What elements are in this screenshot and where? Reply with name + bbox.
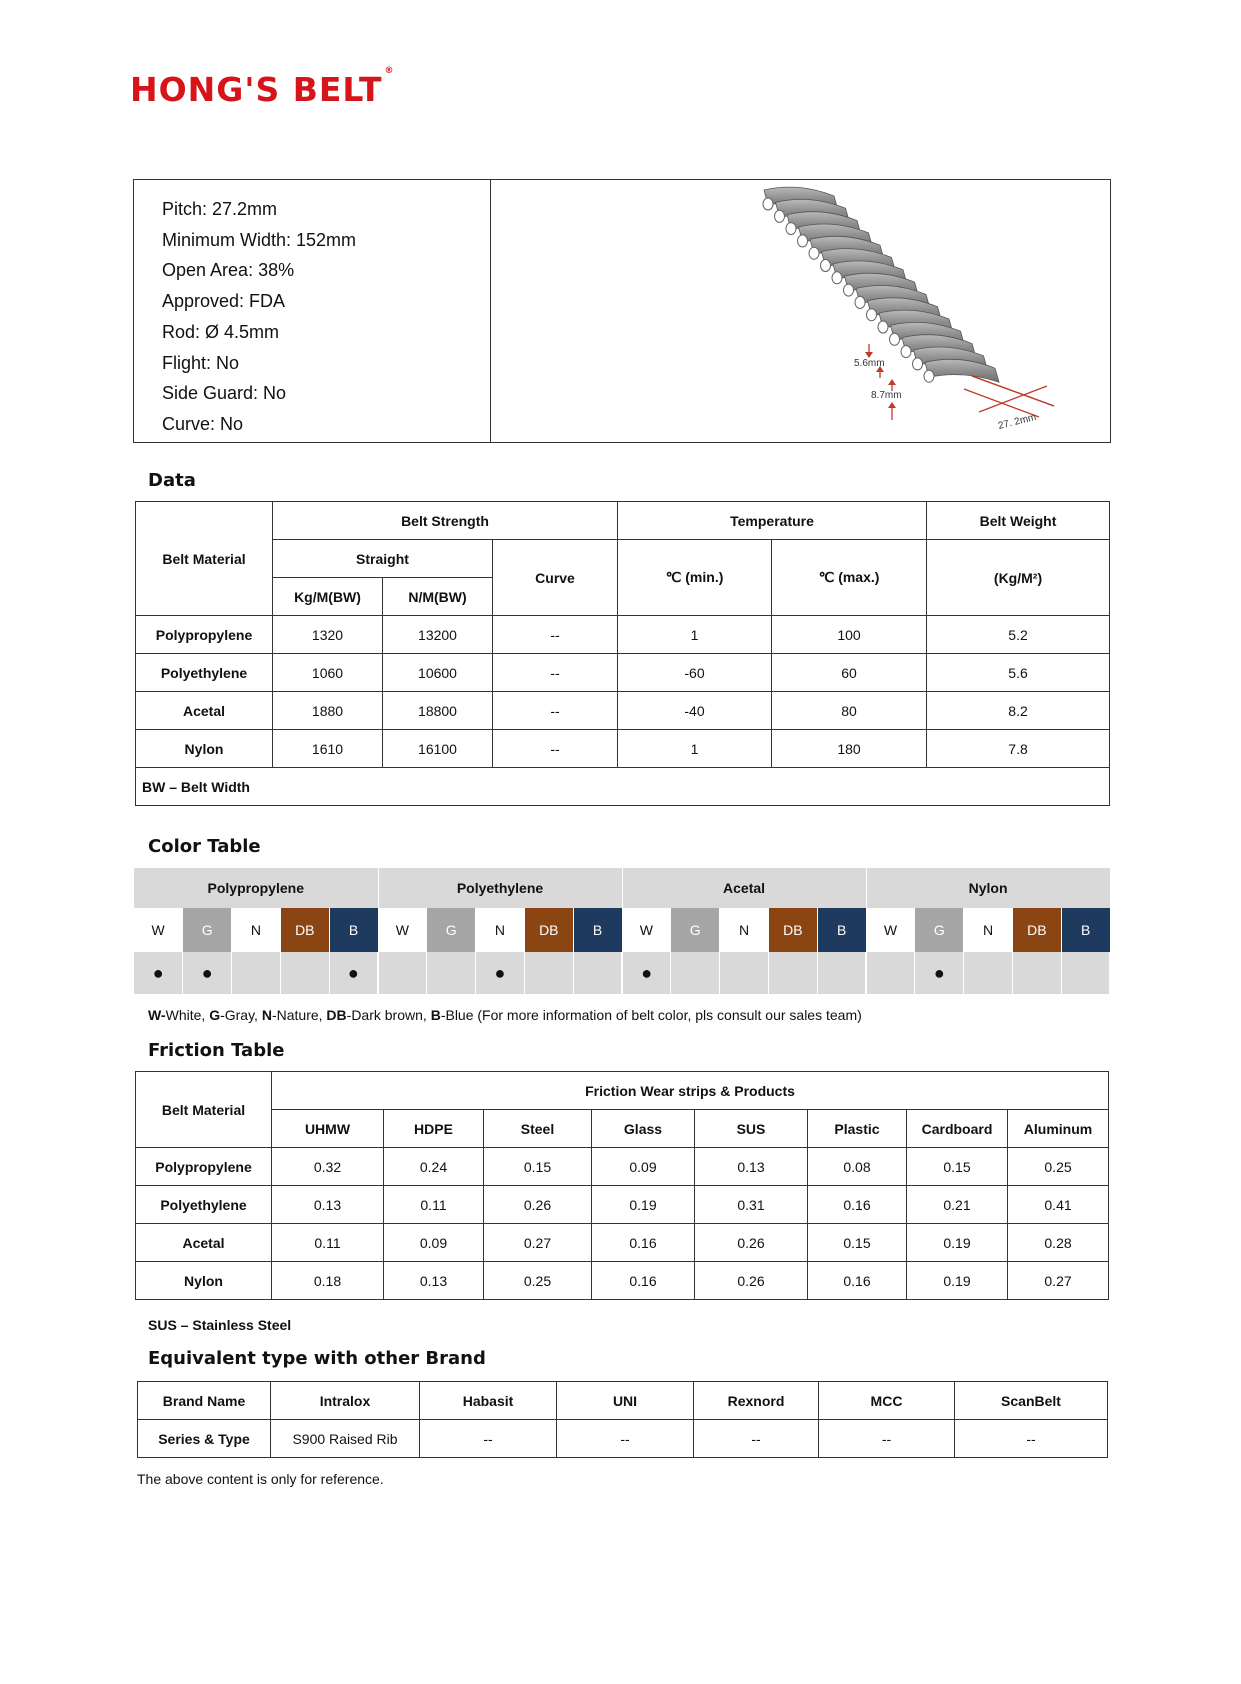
color-code-cell: B bbox=[329, 908, 378, 952]
friction-column-header: HDPE bbox=[384, 1110, 484, 1148]
dim-label-thickness: 8.7mm bbox=[871, 390, 902, 401]
spec-open-area: Open Area: 38% bbox=[162, 260, 295, 281]
data-header-belt-material: Belt Material bbox=[136, 502, 273, 616]
belt-rod-hole bbox=[809, 247, 819, 259]
friction-cell: 0.32 bbox=[272, 1148, 384, 1186]
data-cell: 18800 bbox=[383, 692, 493, 730]
color-code-cell: N bbox=[476, 908, 525, 952]
availability-empty bbox=[866, 952, 915, 994]
data-header-belt-weight: Belt Weight bbox=[927, 502, 1110, 540]
data-row bbox=[136, 616, 1110, 654]
data-cell: 80 bbox=[772, 692, 927, 730]
data-cell: 180 bbox=[772, 730, 927, 768]
friction-column-header: Glass bbox=[592, 1110, 695, 1148]
data-cell: 16100 bbox=[383, 730, 493, 768]
availability-empty bbox=[671, 952, 720, 994]
data-header-temp-max: ℃ (max.) bbox=[772, 540, 927, 616]
friction-cell: 0.19 bbox=[907, 1224, 1008, 1262]
equivalent-type-cell: S900 Raised Rib bbox=[271, 1420, 420, 1458]
friction-cell: 0.27 bbox=[1008, 1262, 1109, 1300]
legend-g-code: G bbox=[209, 1007, 221, 1023]
friction-note: SUS – Stainless Steel bbox=[148, 1317, 292, 1333]
friction-cell: 0.08 bbox=[808, 1148, 907, 1186]
spec-pitch: Pitch: 27.2mm bbox=[162, 199, 278, 219]
data-cell: -60 bbox=[618, 654, 772, 692]
data-cell: 60 bbox=[772, 654, 927, 692]
availability-empty bbox=[964, 952, 1013, 994]
friction-cell: 0.13 bbox=[695, 1148, 808, 1186]
spec-side-guard: Side Guard: No bbox=[162, 383, 287, 404]
belt-rod-hole bbox=[890, 333, 900, 345]
availability-empty bbox=[817, 952, 866, 994]
friction-cell: 0.26 bbox=[484, 1186, 592, 1224]
friction-cell: 0.26 bbox=[695, 1224, 808, 1262]
availability-empty bbox=[1012, 952, 1061, 994]
data-cell-material: Polypropylene bbox=[136, 616, 273, 654]
friction-table bbox=[135, 1071, 1109, 1300]
data-cell: 1880 bbox=[273, 692, 383, 730]
belt-image bbox=[634, 184, 1074, 439]
data-header-curve: Curve bbox=[493, 540, 618, 616]
belt-rod-hole bbox=[924, 370, 934, 382]
data-header-belt-strength: Belt Strength bbox=[273, 502, 618, 540]
data-header-straight: Straight bbox=[273, 540, 493, 578]
data-header-weight-unit: (Kg/M²) bbox=[927, 540, 1110, 616]
data-cell: 1320 bbox=[273, 616, 383, 654]
color-code-cell: G bbox=[427, 908, 476, 952]
friction-cell: 0.09 bbox=[592, 1148, 695, 1186]
friction-cell: 0.13 bbox=[272, 1186, 384, 1224]
friction-cell: 0.28 bbox=[1008, 1224, 1109, 1262]
friction-cell: 0.41 bbox=[1008, 1186, 1109, 1224]
friction-column-header: Steel bbox=[484, 1110, 592, 1148]
friction-cell: 0.16 bbox=[592, 1224, 695, 1262]
color-code-cell: N bbox=[964, 908, 1013, 952]
equivalent-type-cell: -- bbox=[955, 1420, 1108, 1458]
data-cell: 13200 bbox=[383, 616, 493, 654]
color-code-cell: G bbox=[183, 908, 232, 952]
dim-label-pitch: 27. 2mm bbox=[997, 411, 1038, 432]
data-cell: -- bbox=[493, 730, 618, 768]
friction-cell-material: Polyethylene bbox=[136, 1186, 272, 1224]
equivalent-section-title: Equivalent type with other Brand bbox=[148, 1348, 486, 1369]
data-cell: 5.2 bbox=[927, 616, 1110, 654]
friction-row bbox=[136, 1262, 1109, 1300]
friction-cell-material: Nylon bbox=[136, 1262, 272, 1300]
color-code-cell: DB bbox=[1012, 908, 1061, 952]
brand-logo bbox=[130, 66, 395, 109]
availability-empty bbox=[232, 952, 281, 994]
data-cell: 8.2 bbox=[927, 692, 1110, 730]
friction-column-header: Cardboard bbox=[907, 1110, 1008, 1148]
friction-cell-material: Polypropylene bbox=[136, 1148, 272, 1186]
spec-rod: Rod: Ø 4.5mm bbox=[162, 321, 280, 342]
belt-rod-hole bbox=[878, 321, 888, 333]
data-cell: 1 bbox=[618, 616, 772, 654]
equivalent-brand-cell: Intralox bbox=[271, 1382, 420, 1420]
friction-row bbox=[136, 1224, 1109, 1262]
friction-row bbox=[136, 1186, 1109, 1224]
availability-dot: ● bbox=[134, 952, 183, 994]
brand-logo-text: HONG'S BELT bbox=[130, 70, 383, 109]
belt-rod-hole bbox=[844, 284, 854, 296]
legend-g-text: -Gray, bbox=[220, 1007, 262, 1023]
legend-b-text: -Blue (For more information of belt color, pls consult our sales team) bbox=[440, 1007, 862, 1023]
availability-empty bbox=[720, 952, 769, 994]
belt-module bbox=[925, 359, 999, 382]
friction-cell-material: Acetal bbox=[136, 1224, 272, 1262]
legend-n-code: N bbox=[261, 1007, 272, 1023]
data-cell: -40 bbox=[618, 692, 772, 730]
equivalent-brand-cell: ScanBelt bbox=[955, 1382, 1108, 1420]
friction-column-headers bbox=[136, 1110, 1109, 1148]
availability-dot: ● bbox=[183, 952, 232, 994]
belt-rod-hole bbox=[775, 210, 785, 222]
availability-empty bbox=[768, 952, 817, 994]
color-code-cell: DB bbox=[768, 908, 817, 952]
equivalent-brand-cell: MCC bbox=[819, 1382, 955, 1420]
spec-curve: Curve: No bbox=[162, 413, 244, 434]
friction-cell: 0.11 bbox=[272, 1224, 384, 1262]
friction-row bbox=[136, 1148, 1109, 1186]
friction-cell: 0.24 bbox=[384, 1148, 484, 1186]
spec-approved: Approved: FDA bbox=[162, 291, 286, 312]
color-code-cell: W bbox=[622, 908, 671, 952]
belt-rod-hole bbox=[798, 235, 808, 247]
color-code-cell: B bbox=[573, 908, 622, 952]
data-header-temperature: Temperature bbox=[618, 502, 927, 540]
color-code-cell: N bbox=[232, 908, 281, 952]
friction-cell: 0.26 bbox=[695, 1262, 808, 1300]
equivalent-type-cell: -- bbox=[694, 1420, 819, 1458]
friction-column-header: UHMW bbox=[272, 1110, 384, 1148]
friction-cell: 0.25 bbox=[1008, 1148, 1109, 1186]
equivalent-brand-row bbox=[138, 1382, 1108, 1420]
data-cell: -- bbox=[493, 616, 618, 654]
friction-column-header: Aluminum bbox=[1008, 1110, 1109, 1148]
data-section-title: Data bbox=[148, 470, 196, 491]
equivalent-type-cell: -- bbox=[420, 1420, 557, 1458]
friction-cell: 0.11 bbox=[384, 1186, 484, 1224]
color-code-row bbox=[134, 908, 1110, 952]
belt-modules bbox=[763, 187, 999, 382]
data-cell: -- bbox=[493, 692, 618, 730]
data-cell-material: Acetal bbox=[136, 692, 273, 730]
data-cell: 1 bbox=[618, 730, 772, 768]
friction-header-group: Friction Wear strips & Products bbox=[272, 1072, 1109, 1110]
color-code-cell: W bbox=[134, 908, 183, 952]
footer-note: The above content is only for reference. bbox=[137, 1471, 384, 1487]
friction-cell: 0.19 bbox=[592, 1186, 695, 1224]
color-code-cell: W bbox=[866, 908, 915, 952]
color-code-cell: N bbox=[720, 908, 769, 952]
friction-section-title: Friction Table bbox=[148, 1040, 285, 1061]
equivalent-type-cell: -- bbox=[557, 1420, 694, 1458]
availability-empty bbox=[280, 952, 329, 994]
color-code-cell: G bbox=[671, 908, 720, 952]
color-availability-row bbox=[134, 952, 1110, 994]
legend-w-code: W- bbox=[148, 1007, 166, 1023]
belt-rod-hole bbox=[786, 223, 796, 235]
data-row bbox=[136, 692, 1110, 730]
data-header-kgm: Kg/M(BW) bbox=[273, 578, 383, 616]
friction-cell: 0.15 bbox=[808, 1224, 907, 1262]
belt-rod-hole bbox=[855, 296, 865, 308]
belt-rod-hole bbox=[832, 272, 842, 284]
spec-box bbox=[133, 179, 1111, 443]
equivalent-brand-cell: Brand Name bbox=[138, 1382, 271, 1420]
equivalent-type-cell: -- bbox=[819, 1420, 955, 1458]
friction-cell: 0.13 bbox=[384, 1262, 484, 1300]
color-table bbox=[134, 868, 1111, 994]
data-table bbox=[135, 501, 1110, 806]
color-code-cell: DB bbox=[280, 908, 329, 952]
availability-empty bbox=[378, 952, 427, 994]
data-cell: -- bbox=[493, 654, 618, 692]
belt-rod-hole bbox=[867, 309, 877, 321]
friction-cell: 0.16 bbox=[808, 1186, 907, 1224]
color-section-title: Color Table bbox=[148, 836, 261, 857]
availability-empty bbox=[573, 952, 622, 994]
color-legend bbox=[148, 1007, 862, 1023]
availability-empty bbox=[524, 952, 573, 994]
color-material-header: Nylon bbox=[866, 868, 1110, 908]
spec-min-width: Minimum Width: 152mm bbox=[162, 229, 357, 250]
friction-cell: 0.16 bbox=[808, 1262, 907, 1300]
friction-cell: 0.18 bbox=[272, 1262, 384, 1300]
friction-cell: 0.15 bbox=[907, 1148, 1008, 1186]
color-code-cell: B bbox=[1061, 908, 1110, 952]
data-cell: 100 bbox=[772, 616, 927, 654]
data-cell: 7.8 bbox=[927, 730, 1110, 768]
equivalent-brand-cell: UNI bbox=[557, 1382, 694, 1420]
color-code-cell: B bbox=[817, 908, 866, 952]
belt-rod-hole bbox=[763, 198, 773, 210]
availability-empty bbox=[1061, 952, 1110, 994]
equivalent-type-row bbox=[138, 1420, 1108, 1458]
friction-cell: 0.15 bbox=[484, 1148, 592, 1186]
friction-column-header: SUS bbox=[695, 1110, 808, 1148]
friction-cell: 0.09 bbox=[384, 1224, 484, 1262]
data-cell: 1060 bbox=[273, 654, 383, 692]
friction-header-belt-material: Belt Material bbox=[136, 1072, 272, 1148]
color-code-cell: W bbox=[378, 908, 427, 952]
data-cell: 1610 bbox=[273, 730, 383, 768]
friction-cell: 0.21 bbox=[907, 1186, 1008, 1224]
legend-b-code: B bbox=[430, 1007, 441, 1023]
spec-divider bbox=[490, 180, 491, 442]
friction-cell: 0.31 bbox=[695, 1186, 808, 1224]
color-code-cell: G bbox=[915, 908, 964, 952]
spec-list bbox=[162, 194, 356, 440]
data-header-nm: N/M(BW) bbox=[383, 578, 493, 616]
spec-flight: Flight: No bbox=[162, 352, 240, 373]
friction-cell: 0.25 bbox=[484, 1262, 592, 1300]
data-cell-material: Polyethylene bbox=[136, 654, 273, 692]
friction-column-header: Plastic bbox=[808, 1110, 907, 1148]
data-cell: 5.6 bbox=[927, 654, 1110, 692]
legend-db-text: -Dark brown, bbox=[346, 1007, 431, 1023]
equivalent-brand-cell: Habasit bbox=[420, 1382, 557, 1420]
friction-body bbox=[136, 1148, 1109, 1300]
belt-rod-hole bbox=[901, 346, 911, 358]
friction-cell: 0.16 bbox=[592, 1262, 695, 1300]
color-header-row bbox=[134, 868, 1110, 908]
legend-n-text: -Nature, bbox=[271, 1007, 327, 1023]
availability-empty bbox=[427, 952, 476, 994]
color-material-header: Polypropylene bbox=[134, 868, 378, 908]
legend-w-text: White, bbox=[165, 1007, 210, 1023]
availability-dot: ● bbox=[915, 952, 964, 994]
data-row bbox=[136, 654, 1110, 692]
data-row bbox=[136, 730, 1110, 768]
equivalent-table bbox=[137, 1381, 1108, 1458]
availability-dot: ● bbox=[476, 952, 525, 994]
data-cell-material: Nylon bbox=[136, 730, 273, 768]
color-material-header: Acetal bbox=[622, 868, 866, 908]
data-header-temp-min: ℃ (min.) bbox=[618, 540, 772, 616]
equivalent-brand-cell: Rexnord bbox=[694, 1382, 819, 1420]
availability-dot: ● bbox=[329, 952, 378, 994]
belt-rod-hole bbox=[913, 358, 923, 370]
color-code-cell: DB bbox=[524, 908, 573, 952]
dim-label-height: 5.6mm bbox=[854, 358, 885, 369]
data-cell: 10600 bbox=[383, 654, 493, 692]
friction-cell: 0.19 bbox=[907, 1262, 1008, 1300]
equivalent-type-cell: Series & Type bbox=[138, 1420, 271, 1458]
data-note: BW – Belt Width bbox=[136, 768, 1110, 806]
color-material-header: Polyethylene bbox=[378, 868, 622, 908]
registered-mark: ® bbox=[384, 66, 395, 76]
availability-dot: ● bbox=[622, 952, 671, 994]
belt-rod-hole bbox=[821, 260, 831, 272]
legend-db-code: DB bbox=[326, 1007, 347, 1023]
friction-cell: 0.27 bbox=[484, 1224, 592, 1262]
